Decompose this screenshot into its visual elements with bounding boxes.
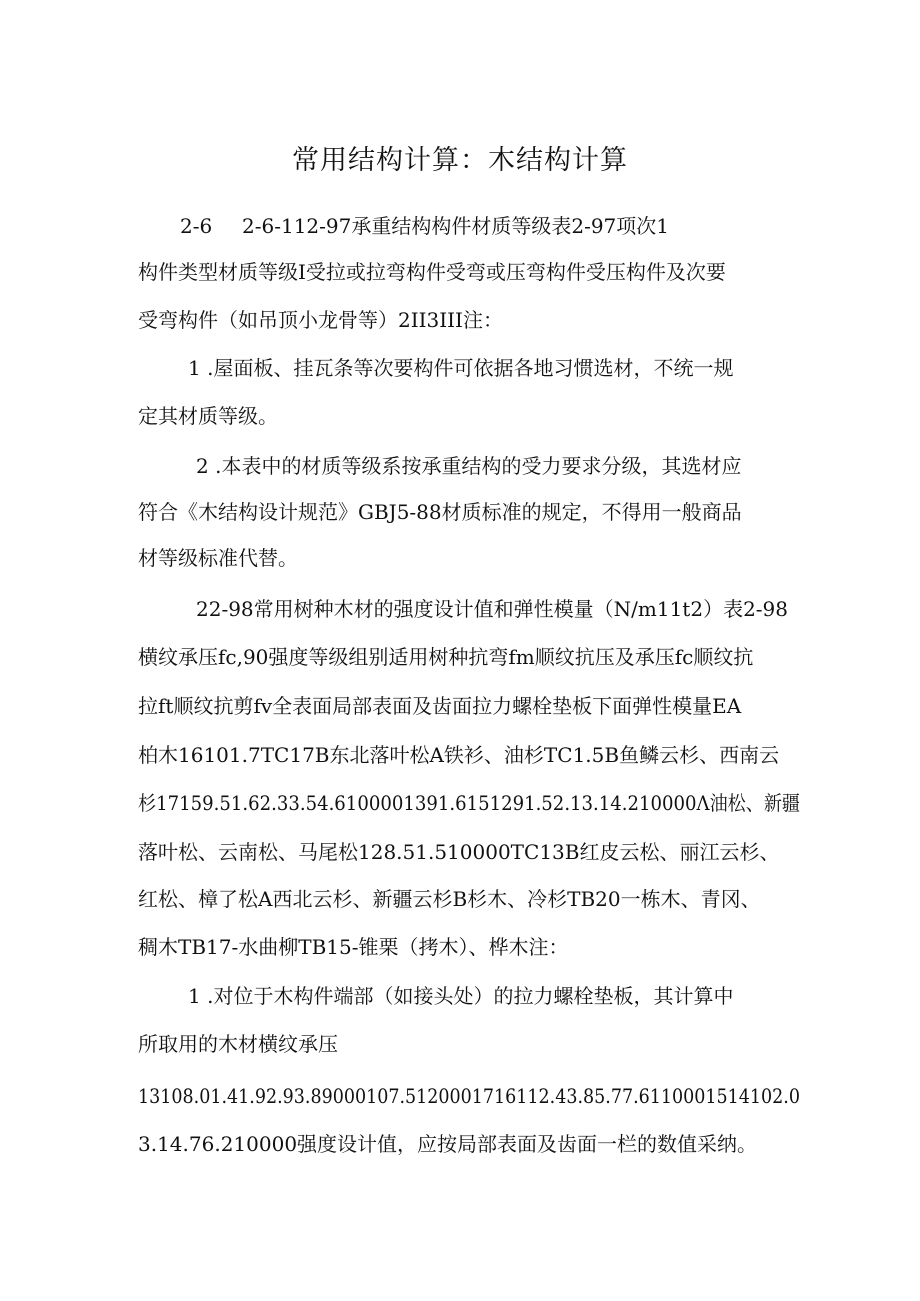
paragraph-line: 1 .屋面板、挂瓦条等次要构件可依据各地习惯选材，不统一规 xyxy=(188,356,734,380)
paragraph-line: 3.14.76.210000强度设计值，应按局部表面及齿面一栏的数值采纳。 xyxy=(138,1132,758,1156)
line-text: 2-6-112-97承重结构构件材质等级表2-97项次1 xyxy=(242,214,670,238)
paragraph-line xyxy=(180,212,669,240)
paragraph-line: 所取用的木材横纹承压 xyxy=(138,1032,338,1056)
paragraph-line: 13108.01.41.92.93.89000107.5120001716112.43.85.77.6110001514102.0 xyxy=(138,1084,800,1108)
paragraph-line: 红松、樟了松A西北云杉、新疆云杉B杉木、冷杉TB20一栋木、青冈、 xyxy=(138,887,761,911)
paragraph-line: 22-98常用树种木材的强度设计值和弹性模量（N∕m11t2）表2-98 xyxy=(196,597,789,621)
section-number: 2-6 xyxy=(180,214,213,238)
paragraph-line: 定其材质等级。 xyxy=(138,404,278,428)
paragraph-line: 横纹承压fc,90强度等级组别适用树种抗弯fm顺纹抗压及承压fc顺纹抗 xyxy=(138,645,754,669)
paragraph-line: 稠木TB17-水曲柳TB15-锥栗（拷木）、桦木注： xyxy=(138,935,569,959)
paragraph-line: 杉17159.51.62.33.54.6100001391.6151291.52.13.14.210000Λ油松、新疆 xyxy=(138,791,800,815)
paragraph-line: 落叶松、云南松、马尾松128.51.510000TC13B红皮云松、丽江云杉、 xyxy=(138,840,780,864)
paragraph-line: 符合《木结构设计规范》GBJ5-88材质标准的规定，不得用一般商品 xyxy=(138,500,742,524)
paragraph-line: 受弯构件（如吊顶小龙骨等）2II3III注： xyxy=(138,308,503,332)
paragraph-line: 构件类型材质等级I受拉或拉弯构件受弯或压弯构件受压构件及次要 xyxy=(138,260,726,284)
paragraph-line: 拉ft顺纹抗剪fv全表面局部表面及齿面拉力螺栓垫板下面弹性模量EA xyxy=(138,694,742,718)
paragraph-line: 1 .对位于木构件端部（如接头处）的拉力螺栓垫板，其计算中 xyxy=(188,984,734,1008)
paragraph-line: 材等级标准代替。 xyxy=(138,546,298,570)
document-title: 常用结构计算：木结构计算 xyxy=(292,145,628,176)
paragraph-line: 2 .本表中的材质等级系按承重结构的受力要求分级，其选材应 xyxy=(196,454,742,478)
paragraph-line: 柏木16101.7TC17B东北落叶松A铁衫、油杉TC1.5B鱼鳞云杉、西南云 xyxy=(138,743,780,767)
